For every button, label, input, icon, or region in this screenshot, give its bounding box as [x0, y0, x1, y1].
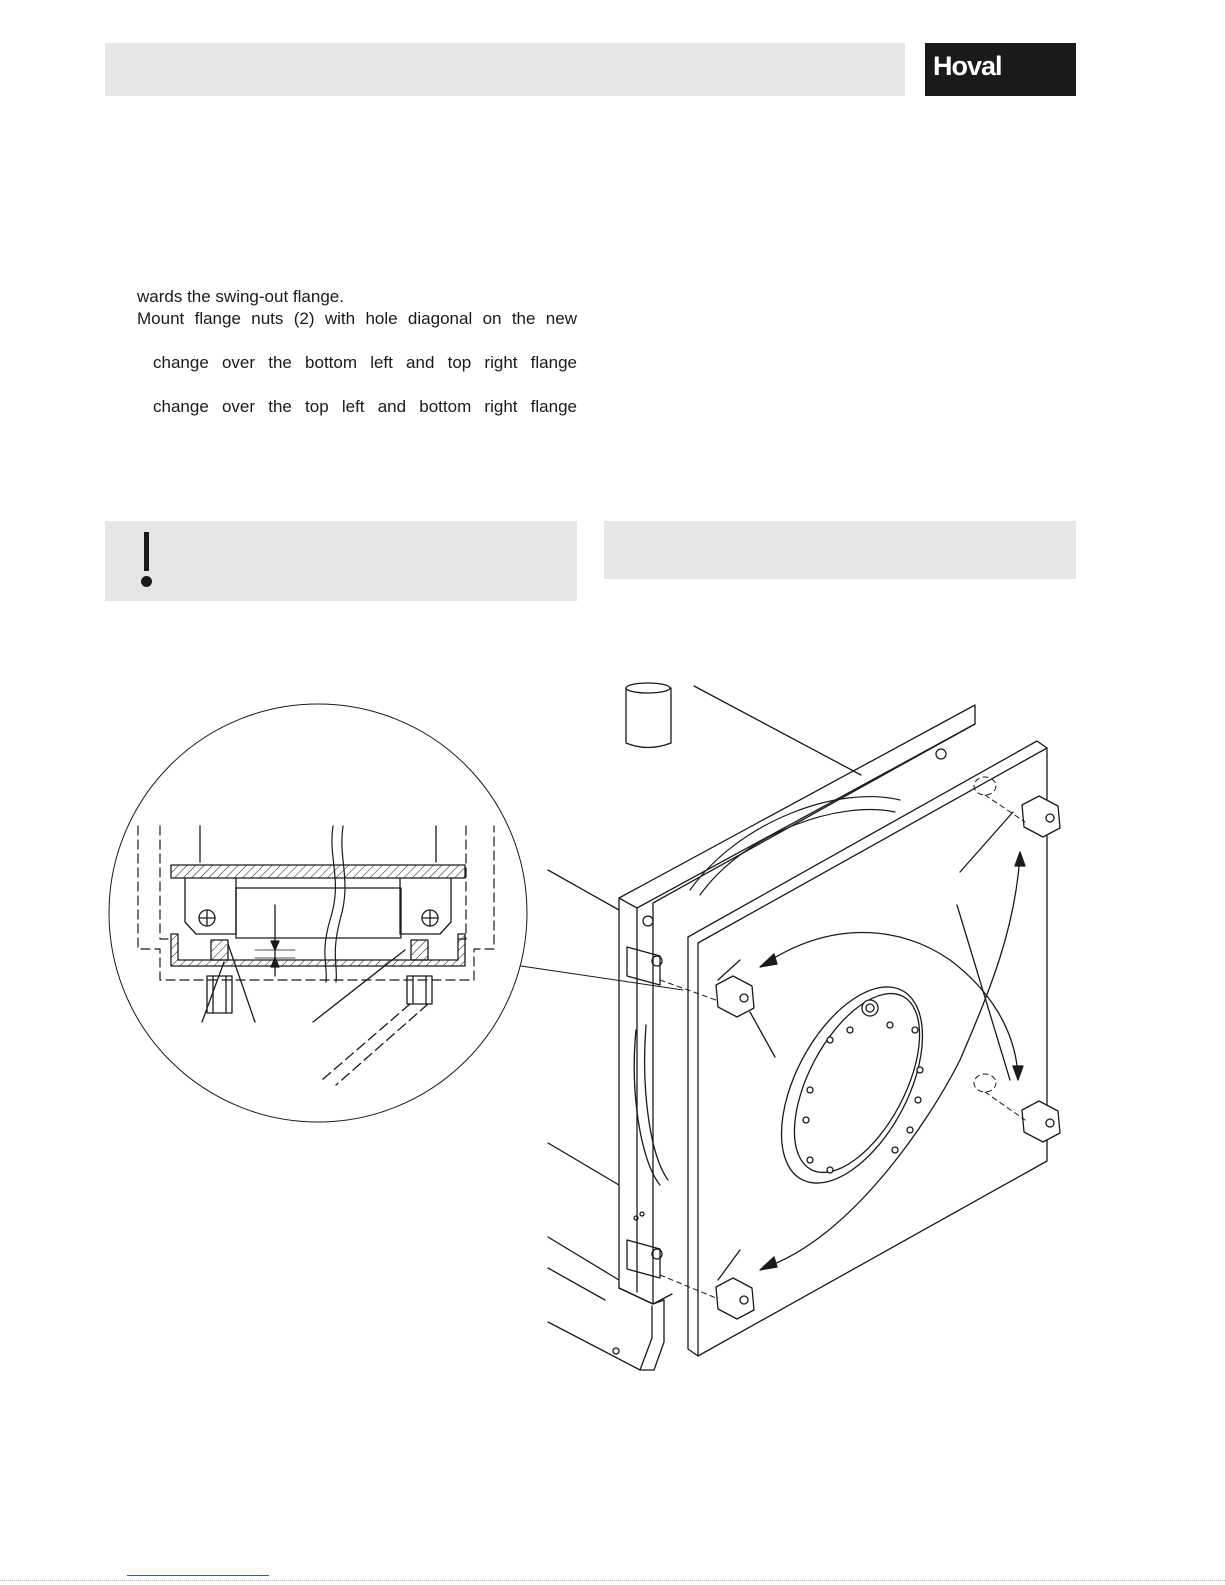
detail-view-circle	[109, 704, 683, 1122]
footer-link-underline	[127, 1575, 269, 1576]
instruction-line-3: change over the bottom left and top right flange	[153, 353, 577, 372]
logo-text: Hoval	[933, 51, 1002, 81]
footer-dotted-rule	[0, 1580, 1225, 1581]
flange-assembly-view	[548, 683, 1060, 1370]
instruction-line-2: Mount flange nuts (2) with hole diagonal on the new	[137, 309, 577, 328]
instruction-line-1: wards the swing-out flange.	[137, 287, 344, 306]
instruction-line-4: change over the top left and bottom right flange	[153, 397, 577, 416]
